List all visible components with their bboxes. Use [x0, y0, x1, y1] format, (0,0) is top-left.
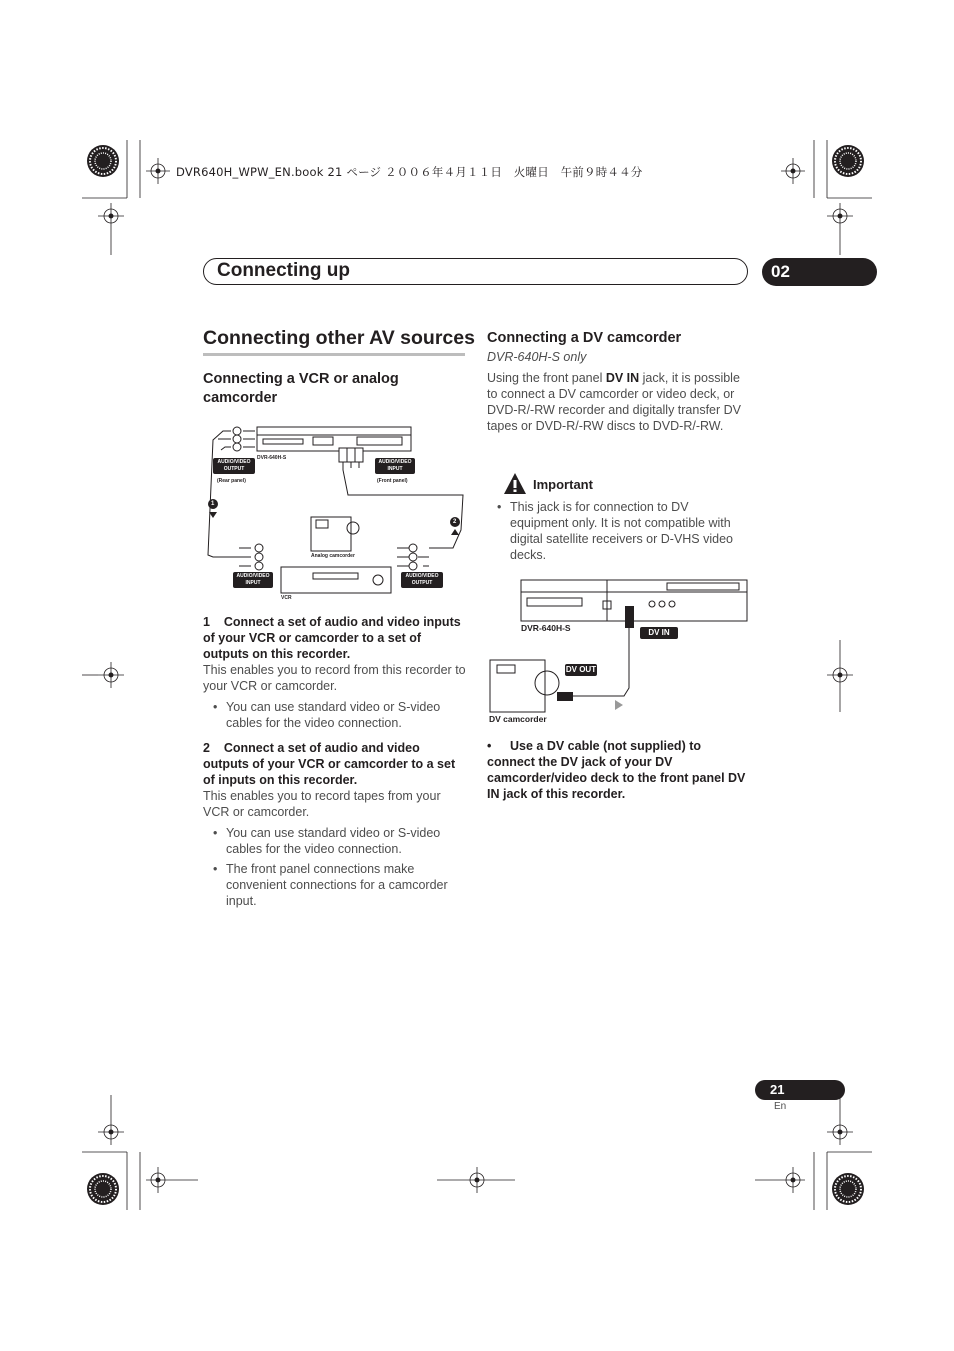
important-label: Important	[533, 477, 593, 492]
page-language: En	[774, 1101, 787, 1112]
section-title: Connecting other AV sources	[203, 327, 475, 349]
step-2-bullet-2: • The front panel connections make convenient connections for a camcorder input.	[213, 862, 448, 908]
step-1-bullet: • You can use standard video or S-video cables for the video connection.	[213, 700, 441, 730]
step-1-body: This enables you to record from this recorder to your VCR or camcorder.	[203, 663, 466, 693]
av-output-label: AUDIO/VIDEO OUTPUT	[213, 458, 255, 474]
page-number: 21	[755, 1080, 845, 1100]
step-2-number: 2	[203, 741, 210, 755]
dv-instruction-pre: Use a DV cable (not supplied) to connect the DV jack of your DV camcorder/video deck to the front panel	[487, 739, 729, 785]
step-2-bullet-1: • You can use standard video or S-video cables for the video connection.	[213, 826, 441, 856]
recorder-label: DVR-640H-S	[257, 455, 287, 461]
av-input-label: AUDIO/VIDEO INPUT	[375, 458, 415, 474]
vcr-input-label: AUDIO/VIDEO INPUT	[233, 572, 273, 588]
marker-1: 1	[211, 501, 215, 507]
step-2	[203, 740, 465, 788]
step-2-text: Connect a set of audio and video outputs of your VCR or camcorder to a set of inputs on this recorder.	[203, 741, 456, 787]
important-bullet: • This jack is for connection to DV equipment only. It is not compatible with digital satellite receivers or D-VHS video decks.	[497, 500, 734, 562]
book-header: DVR640H_WPW_EN.book 21 ページ ２００６年４月１１日 火曜日 午前９時４４分	[176, 165, 643, 179]
dv-instruction-post: jack of this recorder.	[499, 787, 626, 801]
dv-instruction: • Use a DV cable (not supplied) to connect the DV jack of your DV camcorder/video deck to the front panel DV IN jack of this recorder.	[487, 739, 746, 801]
dv-out-label: DV OUT	[565, 665, 597, 674]
analog-camcorder-label: Analog camcorder	[311, 553, 355, 559]
chapter-title: Connecting up	[217, 260, 350, 281]
dv-body-bold: DV IN	[605, 371, 640, 385]
step-2-body: This enables you to record tapes from your VCR or camcorder.	[203, 789, 441, 819]
step-1	[203, 614, 465, 662]
step-1-text: Connect a set of audio and video inputs of your VCR or camcorder to a set of outputs on this recorder.	[203, 615, 461, 661]
dv-subtitle: DVR-640H-S only	[487, 350, 587, 364]
important-bullet-text: This jack is for connection to DV equipment only. It is not compatible with digital satellite receivers or D-VHS video decks.	[510, 500, 734, 562]
dv-instruction-bold: DV IN	[487, 771, 746, 801]
vcr-output-label: AUDIO/VIDEO OUTPUT	[401, 572, 443, 588]
dv-body-post: jack, it is possible to connect a DV camcorder or video deck, or DVD-R/-RW recorder and digitally transfer DV tapes or DVD-R/-RW discs to DVD-R/-RW.	[487, 371, 742, 433]
rear-panel-label: (Rear panel)	[217, 478, 246, 484]
dv-recorder-label: DVR-640H-S	[521, 623, 571, 633]
marker-2: 2	[453, 519, 457, 525]
dv-diagram-lines	[487, 578, 749, 728]
dv-connection-diagram	[487, 578, 749, 728]
dv-body	[487, 370, 749, 434]
step-2-bullet-2-text: The front panel connections make convenient connections for a camcorder input.	[226, 862, 448, 908]
step-1-number: 1	[203, 615, 210, 629]
step-1-bullet-text: You can use standard video or S-video cables for the video connection.	[226, 700, 441, 730]
front-panel-label: (Front panel)	[377, 478, 408, 484]
vcr-label: VCR	[281, 595, 292, 601]
vcr-heading: Connecting a VCR or analog camcorder	[203, 371, 399, 406]
section-rule	[203, 353, 465, 356]
dv-body-pre: Using the front panel	[487, 371, 606, 385]
step-2-bullet-1-text: You can use standard video or S-video cables for the video connection.	[226, 826, 441, 856]
dv-camcorder-label: DV camcorder	[489, 714, 547, 724]
chapter-number: 02	[762, 258, 877, 286]
vcr-connection-diagram	[203, 420, 468, 605]
dv-in-label: DV IN	[640, 627, 678, 639]
important-icon	[503, 472, 527, 496]
dv-heading: Connecting a DV camcorder	[487, 330, 682, 346]
